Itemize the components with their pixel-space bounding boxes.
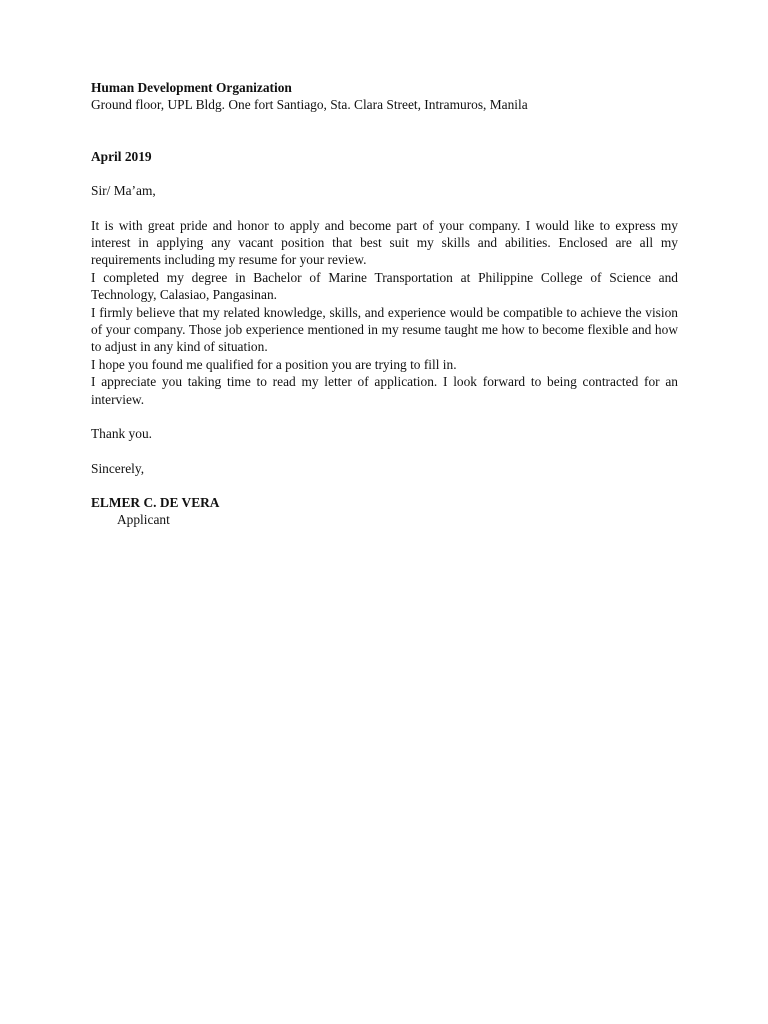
body-paragraph-intro: It is with great pride and honor to apply and become part of your company. I would like to express my interest in applying any vacant position that best suit my skills and abilities. Enclosed are all my requirements including my resume for your review. <box>91 217 678 268</box>
letter-date: April 2019 <box>91 148 152 164</box>
thank-you-line: Thank you. <box>91 426 152 442</box>
signer-title: Applicant <box>117 512 170 528</box>
signer-name: ELMER C. DE VERA <box>91 494 220 510</box>
body-paragraph-skills: I firmly believe that my related knowledge, skills, and experience would be compatible to achieve the vision of your company. Those job experience mentioned in my resume taught me how to become flexible and how to adjust in any kind of situation. <box>91 304 678 355</box>
salutation: Sir/ Ma’am, <box>91 183 156 199</box>
body-paragraph-education: I completed my degree in Bachelor of Marine Transportation at Philippine College of Science and Technology, Calasiao, Pangasinan. <box>91 269 678 303</box>
organization-address: Ground floor, UPL Bldg. One fort Santiago, Sta. Clara Street, Intramuros, Manila <box>91 97 528 113</box>
letter-body <box>91 217 678 408</box>
body-paragraph-closing: I appreciate you taking time to read my letter of application. I look forward to being contracted for an interview. <box>91 374 678 407</box>
organization-name: Human Development Organization <box>91 80 292 95</box>
complimentary-close: Sincerely, <box>91 460 145 476</box>
body-paragraph-qualification: I hope you found me qualified for a position you are trying to fill in. <box>91 356 457 372</box>
letter-page <box>91 79 678 529</box>
